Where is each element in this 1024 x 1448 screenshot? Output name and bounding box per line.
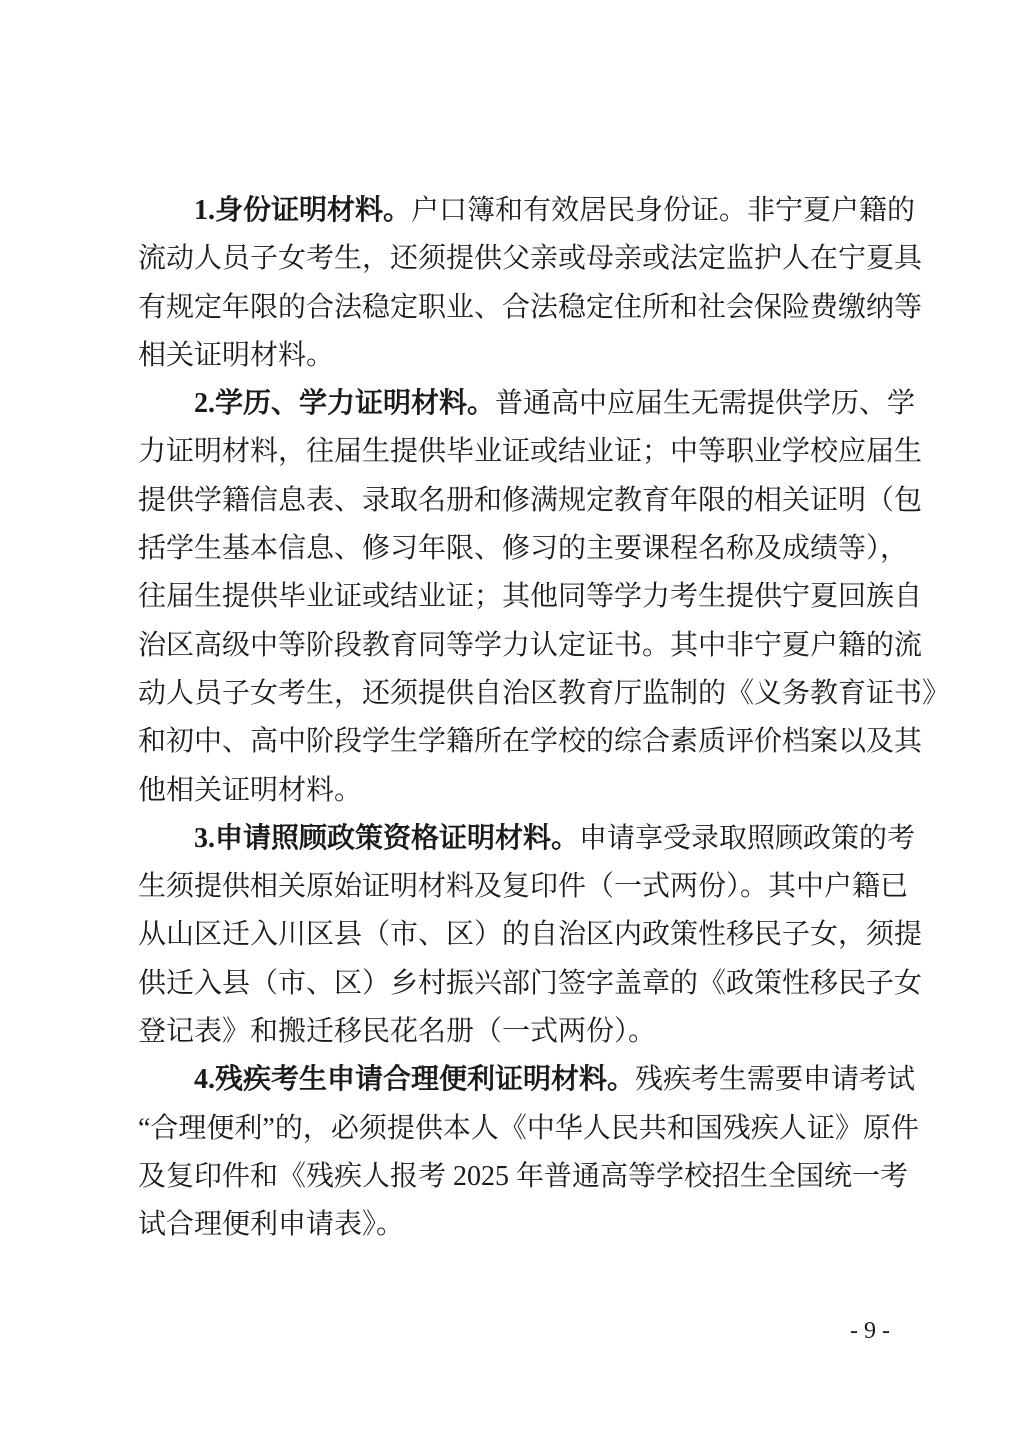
line-text: 有规定年限的合法稳定职业、合法稳定住所和社会保险费缴纳等 (138, 291, 923, 323)
line-text: 从山区迁入川区县（市、区）的自治区内政策性移民子女，须提 (138, 919, 923, 951)
text-line (138, 718, 923, 766)
section-heading: 4.残疾考生申请合理便利证明材料。 (194, 1064, 636, 1096)
line-text: 普通高中应届生无需提供学历、学 (495, 388, 916, 420)
line-text: 提供学籍信息表、录取名册和修满规定教育年限的相关证明（包 (138, 484, 923, 516)
line-text: 试合理便利申请表》。 (138, 1209, 405, 1241)
text-line (138, 525, 909, 573)
line-text: 登记表》和搬迁移民花名册（一式两份）。 (138, 1016, 657, 1048)
text-line (138, 477, 923, 525)
section-heading: 1.身份证明材料。 (194, 195, 412, 226)
text-line (138, 670, 951, 718)
line-text: 生须提供相关原始证明材料及复印件（一式两份）。其中户籍已 (138, 871, 909, 903)
text-line (138, 1008, 896, 1056)
text-line (138, 863, 909, 911)
text-line (138, 235, 923, 283)
page-number: - 9 - (850, 1318, 890, 1344)
line-text: 括学生基本信息、修习年限、修习的主要课程名称及成绩等）， (138, 533, 909, 565)
text-line (138, 428, 923, 476)
text-line (138, 1153, 909, 1201)
line-text: 残疾考生需要申请考试 (635, 1064, 916, 1096)
text-line (138, 767, 896, 815)
paragraph (138, 815, 923, 1056)
line-text: 和初中、高中阶段学生学籍所在学校的综合素质评价档案以及其 (138, 726, 923, 758)
text-line (138, 1201, 896, 1249)
line-text: 供迁入县（市、区）乡村振兴部门签字盖章的《政策性移民子女 (138, 967, 923, 999)
text-line (138, 187, 916, 235)
paragraph (138, 187, 923, 380)
section-heading: 2.学历、学力证明材料。 (194, 388, 496, 420)
text-line (138, 1056, 916, 1104)
line-text: 户口簿和有效居民身份证。非宁夏户籍的 (411, 195, 916, 226)
text-line (138, 622, 923, 670)
paragraph (138, 380, 951, 815)
line-text: 及复印件和《残疾人报考 2025 年普通高等学校招生全国统一考 (138, 1160, 909, 1192)
text-line (138, 1105, 919, 1153)
line-text: 治区高级中等阶段教育同等学力认定证书。其中非宁夏户籍的流 (138, 629, 923, 661)
line-text: “合理便利”的，必须提供本人《中华人民共和国残疾人证》原件 (138, 1112, 919, 1144)
text-line (138, 284, 923, 332)
text-line (138, 332, 896, 380)
line-text: 相关证明材料。 (138, 339, 335, 371)
text-line (138, 960, 923, 1008)
line-text: 动人员子女考生，还须提供自治区教育厅监制的《义务教育证书》 (138, 677, 951, 709)
text-line (138, 911, 923, 959)
document-body (138, 187, 951, 1250)
line-text: 力证明材料，往届生提供毕业证或结业证；中等职业学校应届生 (138, 436, 923, 468)
section-heading: 3.申请照顾政策资格证明材料。 (194, 822, 580, 854)
line-text: 申请享受录取照顾政策的考 (579, 822, 916, 854)
text-line (138, 573, 923, 621)
text-line (138, 815, 916, 863)
text-line (138, 380, 916, 428)
line-text: 流动人员子女考生，还须提供父亲或母亲或法定监护人在宁夏具 (138, 243, 923, 275)
paragraph (138, 1056, 919, 1249)
line-text: 他相关证明材料。 (138, 774, 363, 806)
line-text: 往届生提供毕业证或结业证；其他同等学力考生提供宁夏回族自 (138, 581, 923, 613)
